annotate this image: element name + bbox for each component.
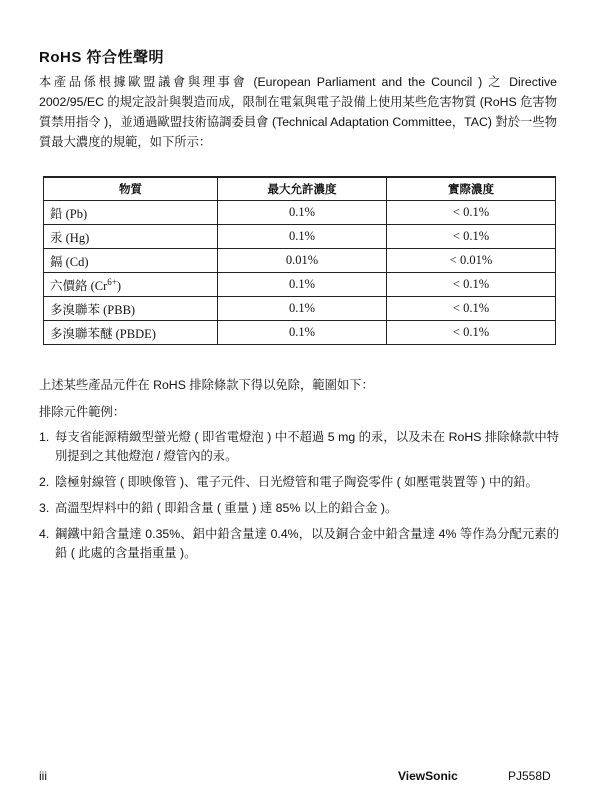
actual-concentration: < 0.01% xyxy=(387,249,556,273)
substance-name: 汞 (Hg) xyxy=(44,225,218,249)
footer-brand: ViewSonic xyxy=(398,769,458,783)
table-row xyxy=(44,225,556,249)
actual-concentration: < 0.1% xyxy=(387,321,556,345)
max-concentration: 0.01% xyxy=(218,249,387,273)
table-header-row xyxy=(44,177,556,201)
intro-paragraph: 本產品係根據歐盟議會與理事會 (European Parliament and the Council ) 之 Directive 2002/95/EC 的規定設計與製造而成，限制在電氣與電子設備上使用某些危害物質 (RoHS 危害物質禁用指令 )，並通過歐盟技術協調委員會 (Technical Adaptation Committee，TAC) 對於一些物質最大濃度的規範，如下所示： xyxy=(39,75,557,149)
page-title: RoHS 符合性聲明 xyxy=(39,49,165,66)
table-row xyxy=(44,297,556,321)
column-header-actual-concentration: 實際濃度 xyxy=(387,177,556,201)
list-item-text: 每支省能源精緻型螢光燈 ( 即省電燈泡 ) 中不超過 5 mg 的汞，以及未在 RoHS 排除條款中特別提到之其他燈泡 / 燈管內的汞。 xyxy=(55,430,559,463)
max-concentration: 0.1% xyxy=(218,321,387,345)
list-item-number: 3. xyxy=(39,501,50,515)
max-concentration: 0.1% xyxy=(218,201,387,225)
exemption-label: 排除元件範例： xyxy=(39,405,126,419)
actual-concentration: < 0.1% xyxy=(387,273,556,297)
substance-name: 多溴聯苯 (PBB) xyxy=(44,297,218,321)
footer-page-number: iii xyxy=(39,769,47,783)
actual-concentration: < 0.1% xyxy=(387,225,556,249)
table-row xyxy=(44,273,556,297)
footer-model: PJ558D xyxy=(508,769,551,783)
list-item xyxy=(39,428,559,466)
substance-name-superscript: 6+ xyxy=(107,276,117,287)
substance-name: 鉛 (Pb) xyxy=(44,201,218,225)
table-row xyxy=(44,321,556,345)
substance-name: 鎘 (Cd) xyxy=(44,249,218,273)
substance-limits-table xyxy=(43,176,556,345)
actual-concentration: < 0.1% xyxy=(387,297,556,321)
table-row xyxy=(44,249,556,273)
table-row xyxy=(44,201,556,225)
list-item-text: 鋼鐵中鉛含量達 0.35%、鋁中鉛含量達 0.4%，以及銅合金中鉛含量達 4% 等作為分配元素的鉛 ( 此處的含量指重量 )。 xyxy=(55,527,559,560)
max-concentration: 0.1% xyxy=(218,297,387,321)
exemption-examples-list xyxy=(39,428,559,570)
actual-concentration: < 0.1% xyxy=(387,201,556,225)
list-item xyxy=(39,499,559,518)
list-item xyxy=(39,473,559,492)
list-item-text: 高溫型焊料中的鉛 ( 即鉛含量 ( 重量 ) 達 85% 以上的鉛合金 )。 xyxy=(55,501,398,515)
substance-name xyxy=(44,273,218,297)
exemption-intro: 上述某些產品元件在 RoHS 排除條款下得以免除，範圍如下： xyxy=(39,378,374,392)
substance-name-base: 六價鉻 (Cr xyxy=(50,278,108,293)
list-item xyxy=(39,525,559,563)
substance-name-end: ) xyxy=(116,278,122,293)
substance-name: 多溴聯苯醚 (PBDE) xyxy=(44,321,218,345)
column-header-max-concentration: 最大允許濃度 xyxy=(218,177,387,201)
list-item-number: 4. xyxy=(39,527,50,541)
column-header-substance: 物質 xyxy=(44,177,218,201)
max-concentration: 0.1% xyxy=(218,273,387,297)
list-item-number: 2. xyxy=(39,475,50,489)
max-concentration: 0.1% xyxy=(218,225,387,249)
list-item-text: 陰極射線管 ( 即映像管 )、電子元件、日光燈管和電子陶瓷零件 ( 如壓電裝置等 ) 中的鉛。 xyxy=(55,475,538,489)
list-item-number: 1. xyxy=(39,430,50,444)
